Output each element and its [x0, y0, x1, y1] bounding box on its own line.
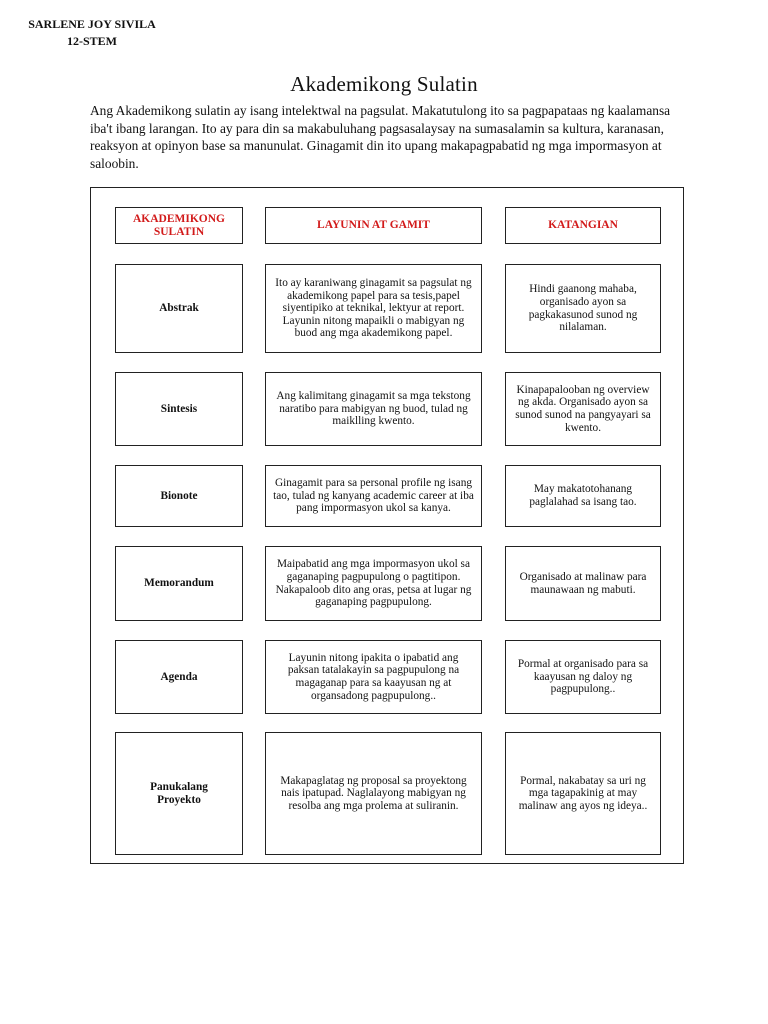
row-name: Bionote	[115, 465, 243, 527]
row-name: Abstrak	[115, 264, 243, 353]
row-katangian: Pormal, nakabatay sa uri ng mga tagapakinig at may malinaw ang ayos ng ideya..	[505, 732, 661, 855]
row-layunin: Maipabatid ang mga impormasyon ukol sa gaganaping pagpupulong o pagtitipon. Nakapaloob dito ang oras, petsa at lugar ng gaganaping pagpupulong.	[265, 546, 482, 621]
row-name: Memorandum	[115, 546, 243, 621]
row-layunin: Ang kalimitang ginagamit sa mga tekstong naratibo para mabigyan ng buod, tulad ng maiklling kwento.	[265, 372, 482, 446]
row-katangian: Kinapapalooban ng overview ng akda. Organisado ayon sa sunod sunod na pangyayari sa kwento.	[505, 372, 661, 446]
author-block	[22, 16, 162, 50]
row-layunin: Makapaglatag ng proposal sa proyektong nais ipatupad. Naglalayong mabigyan ng resolba ang mga prolema at suliranin.	[265, 732, 482, 855]
row-katangian: May makatotohanang paglalahad sa isang tao.	[505, 465, 661, 527]
row-katangian: Organisado at malinaw para maunawaan ng mabuti.	[505, 546, 661, 621]
header-layunin-at-gamit: LAYUNIN AT GAMIT	[265, 207, 482, 244]
row-layunin: Layunin nitong ipakita o ipabatid ang paksan tatalakayin sa pagpupulong na magaganap para sa kaayusan ng at organsadong pagpupulong..	[265, 640, 482, 714]
author-section: 12-STEM	[66, 34, 117, 48]
header-katangian: KATANGIAN	[505, 207, 661, 244]
page-title: Akademikong Sulatin	[290, 72, 478, 96]
row-name: Sintesis	[115, 372, 243, 446]
row-name: Agenda	[115, 640, 243, 714]
row-layunin: Ito ay karaniwang ginagamit sa pagsulat ng akademikong papel para sa tesis,papel siyentipiko at teknikal, lektyur at report. Layunin nitong mapaikli o mabigyan ng buod ang mga akademikong papel.	[265, 264, 482, 353]
row-layunin: Ginagamit para sa personal profile ng isang tao, tulad ng kanyang academic career at iba pang impormasyon ukol sa kanya.	[265, 465, 482, 527]
row-katangian: Hindi gaanong mahaba, organisado ayon sa pagkakasunod sunod ng nilalaman.	[505, 264, 661, 353]
row-name: Panukalang Proyekto	[115, 732, 243, 855]
author-name: SARLENE JOY SIVILA	[28, 17, 156, 31]
intro-paragraph: Ang Akademikong sulatin ay isang intelektwal na pagsulat. Makatutulong ito sa pagpapataas ng kaalamansa iba't ibang larangan. Ito ay para din sa makabuluhang pagsasalaysay na sumasalamin sa kultura, karanasan, reaksyon at opinyon base sa manunulat. Ginagamit din ito upang makapagpabatid ng mga impormasyon at saloobin.	[90, 103, 671, 171]
row-katangian: Pormal at organisado para sa kaayusan ng daloy ng pagpupulong..	[505, 640, 661, 714]
header-akademikong-sulatin: AKADEMIKONG SULATIN	[115, 207, 243, 244]
